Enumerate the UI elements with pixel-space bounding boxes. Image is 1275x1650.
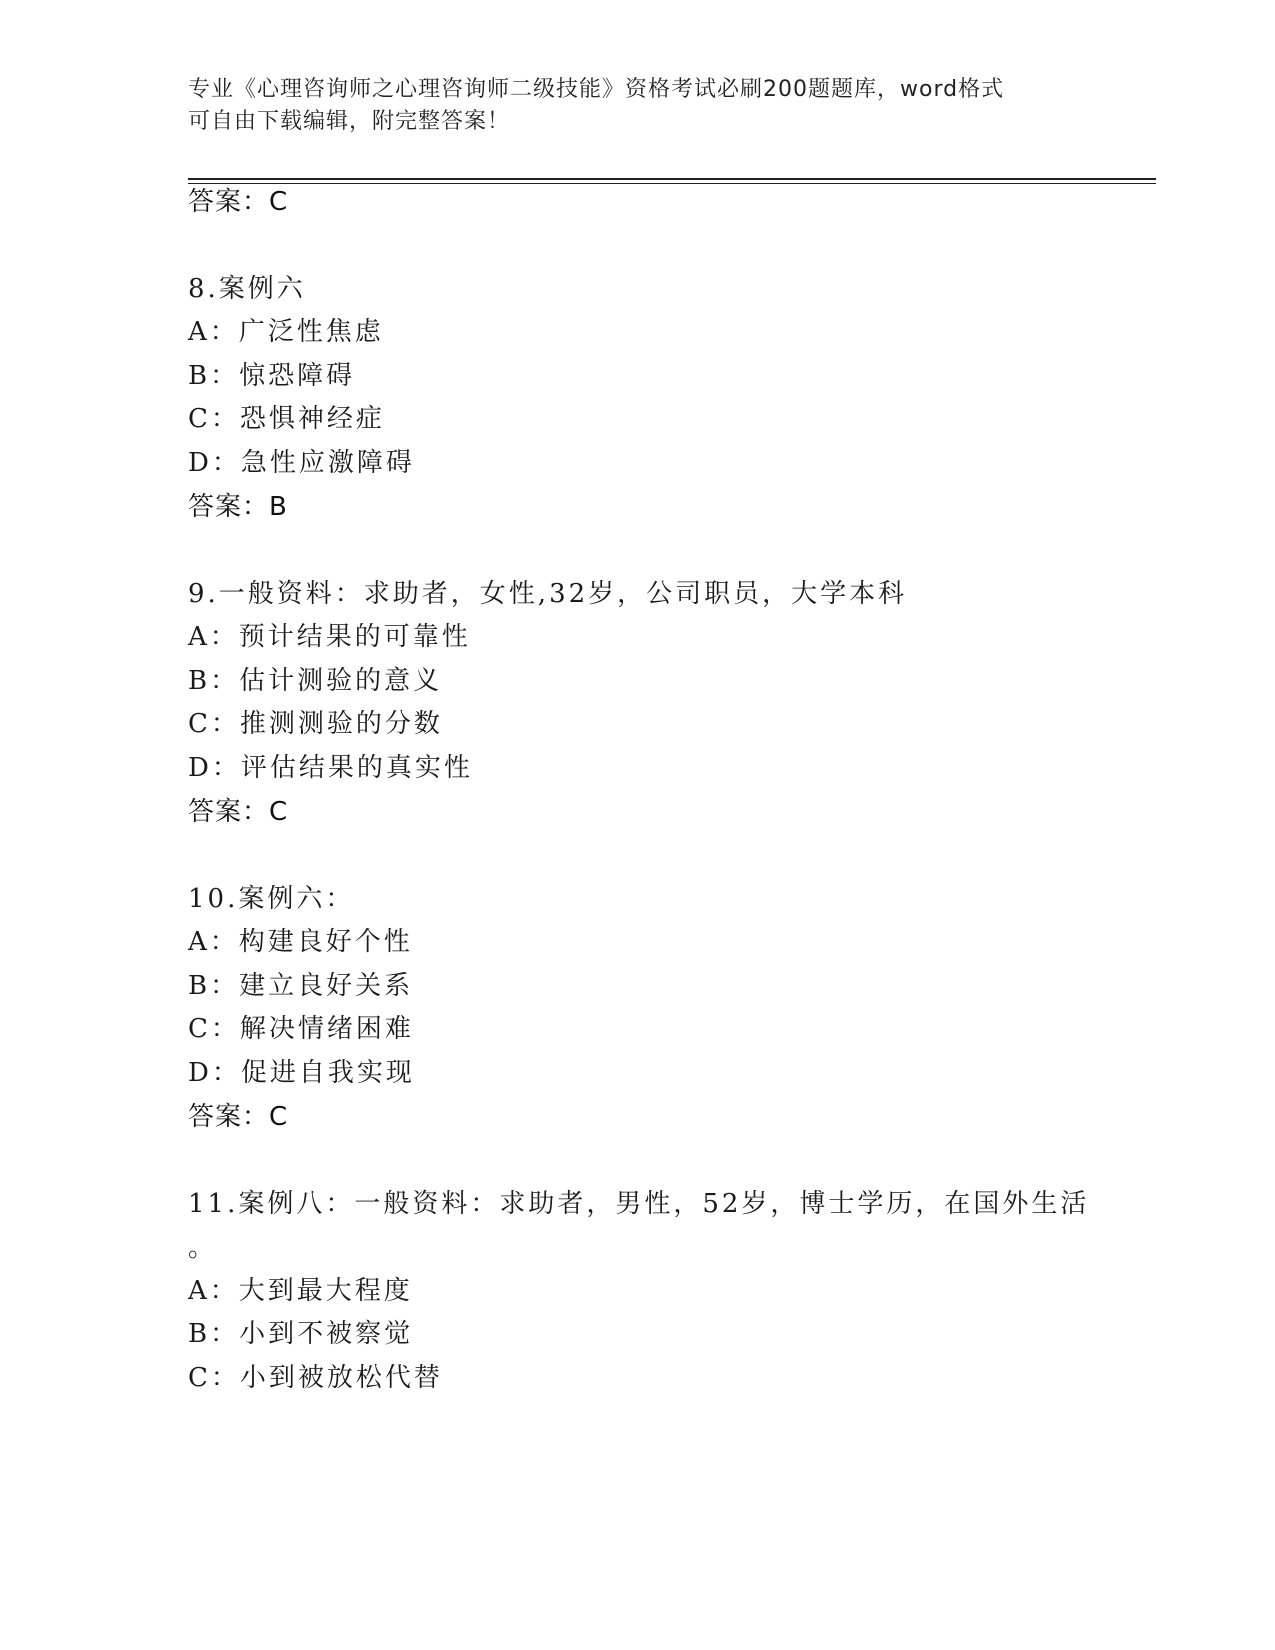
question-title: 9.一般资料：求助者，女性,32岁，公司职员，大学本科 [188, 579, 908, 609]
option-a: A：大到最大程度 [188, 1276, 413, 1306]
answer-line: 答案：C [188, 1102, 289, 1132]
option-b: B：惊恐障碍 [188, 361, 356, 391]
option-a: A：构建良好个性 [188, 927, 413, 957]
header-line-2: 可自由下载编辑，附完整答案！ [188, 109, 511, 134]
answer-line: 答案：B [188, 492, 288, 522]
option-c: C：恐惧神经症 [188, 404, 385, 434]
header-divider [188, 178, 1156, 182]
question-title-continuation: 。 [188, 1233, 218, 1263]
option-c: C：小到被放松代替 [188, 1363, 443, 1393]
answer-line: 答案：C [188, 187, 289, 217]
option-c: C：解决情绪困难 [188, 1014, 414, 1044]
option-a: A：广泛性焦虑 [188, 317, 384, 347]
header-line-1: 专业《心理咨询师之心理咨询师二级技能》资格考试必刷200题题库，word格式 [188, 77, 1005, 102]
option-b: B：估计测验的意义 [188, 666, 443, 696]
option-d: D：促进自我实现 [188, 1058, 415, 1088]
answer-line: 答案：C [188, 797, 289, 827]
question-title: 8.案例六 [188, 274, 306, 304]
option-b: B：小到不被察觉 [188, 1319, 414, 1349]
document-header [188, 74, 1088, 138]
option-a: A：预计结果的可靠性 [188, 622, 471, 652]
option-d: D：评估结果的真实性 [188, 753, 473, 783]
question-title: 10.案例六： [188, 884, 355, 914]
option-b: B：建立良好关系 [188, 971, 414, 1001]
option-d: D：急性应激障碍 [188, 448, 415, 478]
option-c: C：推测测验的分数 [188, 709, 443, 739]
question-title: 11.案例八：一般资料：求助者，男性，52岁，博士学历，在国外生活 [188, 1189, 1090, 1219]
